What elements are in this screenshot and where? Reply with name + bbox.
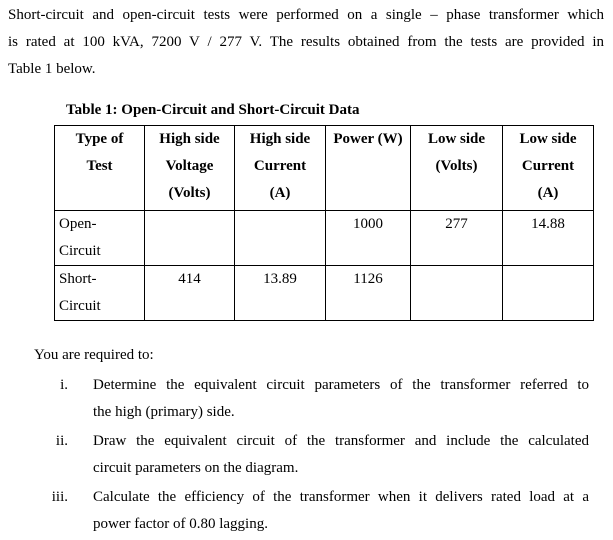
header-line: High side <box>249 131 311 147</box>
intro-line-2: is rated at 100 kVA, 7200 V / 277 V. The results obtained from the tests are provided in <box>8 34 604 50</box>
header-line: (Volts) <box>168 185 211 201</box>
header-high-side-current <box>235 126 326 211</box>
cell-test-type <box>55 211 145 266</box>
test-data-table <box>54 125 594 321</box>
cell-power: 1000 <box>326 211 411 266</box>
header-line: (A) <box>537 185 559 201</box>
table-caption: Table 1: Open-Circuit and Short-Circuit Data <box>66 102 360 118</box>
list-item <box>0 372 613 426</box>
cell-line: Open- <box>59 216 97 232</box>
header-line: Current <box>253 158 307 174</box>
header-line: Low side <box>427 131 486 147</box>
cell-hv-current: 13.89 <box>235 266 326 321</box>
header-line: Test <box>86 158 113 174</box>
cell-hv-current <box>235 211 326 266</box>
item-text <box>93 372 589 426</box>
cell-test-type <box>55 266 145 321</box>
intro-line-3: Table 1 below. <box>8 61 96 77</box>
cell-line: Circuit <box>59 298 101 314</box>
table-header-row <box>55 126 594 211</box>
table-row-short-circuit <box>55 266 594 321</box>
header-low-side-voltage <box>411 126 503 211</box>
item-number: ii. <box>55 433 68 449</box>
header-line: (A) <box>269 185 291 201</box>
cell-lv-voltage <box>411 266 503 321</box>
header-line: (Volts) <box>435 158 478 174</box>
intro-line-1: Short-circuit and open-circuit tests were performed on a single – phase transformer which <box>8 7 604 23</box>
header-line: High side <box>159 131 220 147</box>
header-line: Low side <box>519 131 577 147</box>
item-text <box>93 428 589 482</box>
cell-lv-voltage: 277 <box>411 211 503 266</box>
cell-line: Circuit <box>59 243 101 259</box>
cell-power: 1126 <box>326 266 411 321</box>
list-item <box>0 428 613 482</box>
cell-line: Short- <box>59 271 97 287</box>
header-line: Type of <box>75 131 124 147</box>
header-line: Voltage <box>165 158 214 174</box>
item-line: circuit parameters on the diagram. <box>93 460 299 476</box>
item-line: Determine the equivalent circuit parameters of the transformer referred to <box>93 377 589 393</box>
header-low-side-current <box>503 126 594 211</box>
cell-lv-current: 14.88 <box>503 211 594 266</box>
list-item <box>0 484 613 538</box>
cell-lv-current <box>503 266 594 321</box>
header-line: Power (W) <box>333 131 403 147</box>
header-type-of-test <box>55 126 145 211</box>
cell-hv-voltage: 414 <box>145 266 235 321</box>
item-line: the high (primary) side. <box>93 404 235 420</box>
table-row-open-circuit <box>55 211 594 266</box>
cell-hv-voltage <box>145 211 235 266</box>
intro-paragraph <box>8 2 604 83</box>
item-number: iii. <box>51 489 68 505</box>
requirements-list <box>0 372 613 540</box>
item-line: Calculate the efficiency of the transformer when it delivers rated load at a <box>93 489 589 505</box>
header-high-side-voltage <box>145 126 235 211</box>
header-line: Current <box>521 158 575 174</box>
requirements-lead: You are required to: <box>34 347 154 363</box>
item-number: i. <box>60 377 68 393</box>
item-text <box>93 484 589 538</box>
header-power <box>326 126 411 211</box>
item-line: power factor of 0.80 lagging. <box>93 516 268 532</box>
item-line: Draw the equivalent circuit of the transformer and include the calculated <box>93 433 589 449</box>
